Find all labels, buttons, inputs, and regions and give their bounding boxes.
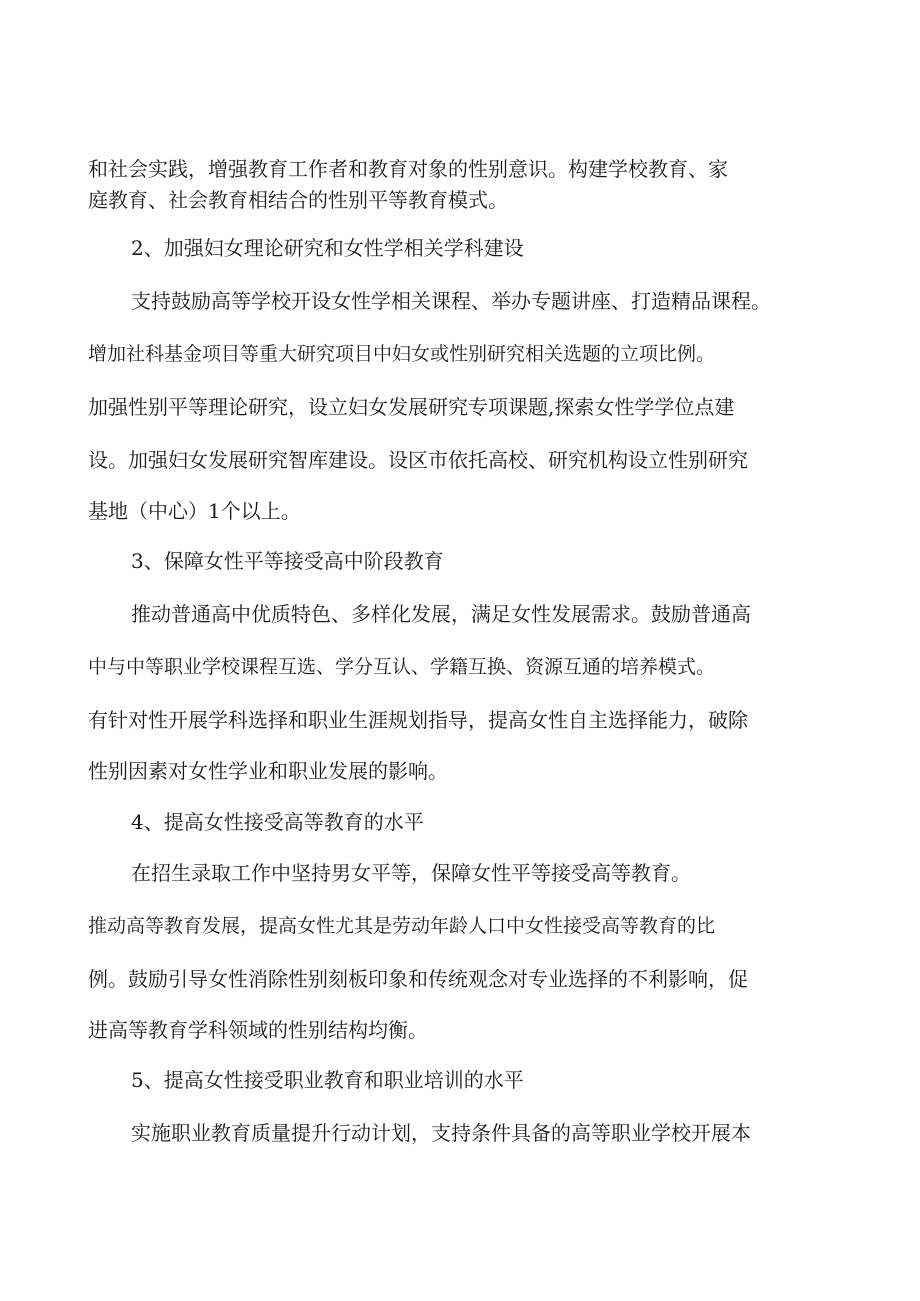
- paragraph-line: 推动普通高中优质特色、多样化发展，满足女性发展需求。鼓励普通高: [131, 602, 751, 626]
- section-heading-2: 2、加强妇女理论研究和女性学相关学科建设: [131, 236, 524, 260]
- section-heading-3: 3、保障女性平等接受高中阶段教育: [131, 549, 444, 573]
- paragraph-line: 增加社科基金项目等重大研究项目中妇女或性别研究相关选题的立项比例。: [88, 343, 716, 365]
- section-heading-5: 5、提高女性接受职业教育和职业培训的水平: [131, 1068, 524, 1092]
- paragraph-line: 中与中等职业学校课程互选、学分互认、学籍互换、资源互通的培养模式。: [88, 656, 716, 678]
- paragraph-line: 加强性别平等理论研究，设立妇女发展研究专项课题,探索女性学学位点建: [88, 395, 735, 419]
- paragraph-line: 例。鼓励引导女性消除性别刻板印象和传统观念对专业选择的不利影响，促: [88, 967, 748, 991]
- paragraph-line: 有针对性开展学科选择和职业生涯规划指导，提高女性自主选择能力，破除: [88, 708, 748, 732]
- paragraph-line: 进高等教育学科领域的性别结构均衡。: [88, 1018, 428, 1042]
- paragraph-line: 性别因素对女性学业和职业发展的影响。: [88, 759, 448, 783]
- paragraph-line: 设。加强妇女发展研究智库建设。设区市依托高校、研究机构设立性别研究: [88, 448, 748, 472]
- paragraph-line: 和社会实践，增强教育工作者和教育对象的性别意识。构建学校教育、家: [88, 157, 728, 181]
- paragraph-line: 基地（中心）1个以上。: [88, 499, 301, 523]
- paragraph-line: 在招生录取工作中坚持男女平等，保障女性平等接受高等教育。: [131, 861, 691, 885]
- paragraph-line: 实施职业教育质量提升行动计划，支持条件具备的高等职业学校开展本: [131, 1121, 751, 1145]
- paragraph-line: 推动高等教育发展，提高女性尤其是劳动年龄人口中女性接受高等教育的比: [88, 915, 716, 937]
- paragraph-line: 支持鼓励高等学校开设女性学相关课程、举办专题讲座、打造精品课程。: [131, 289, 771, 313]
- section-heading-4: 4、提高女性接受高等教育的水平: [131, 810, 424, 834]
- paragraph-line: 庭教育、社会教育相结合的性别平等教育模式。: [88, 188, 508, 212]
